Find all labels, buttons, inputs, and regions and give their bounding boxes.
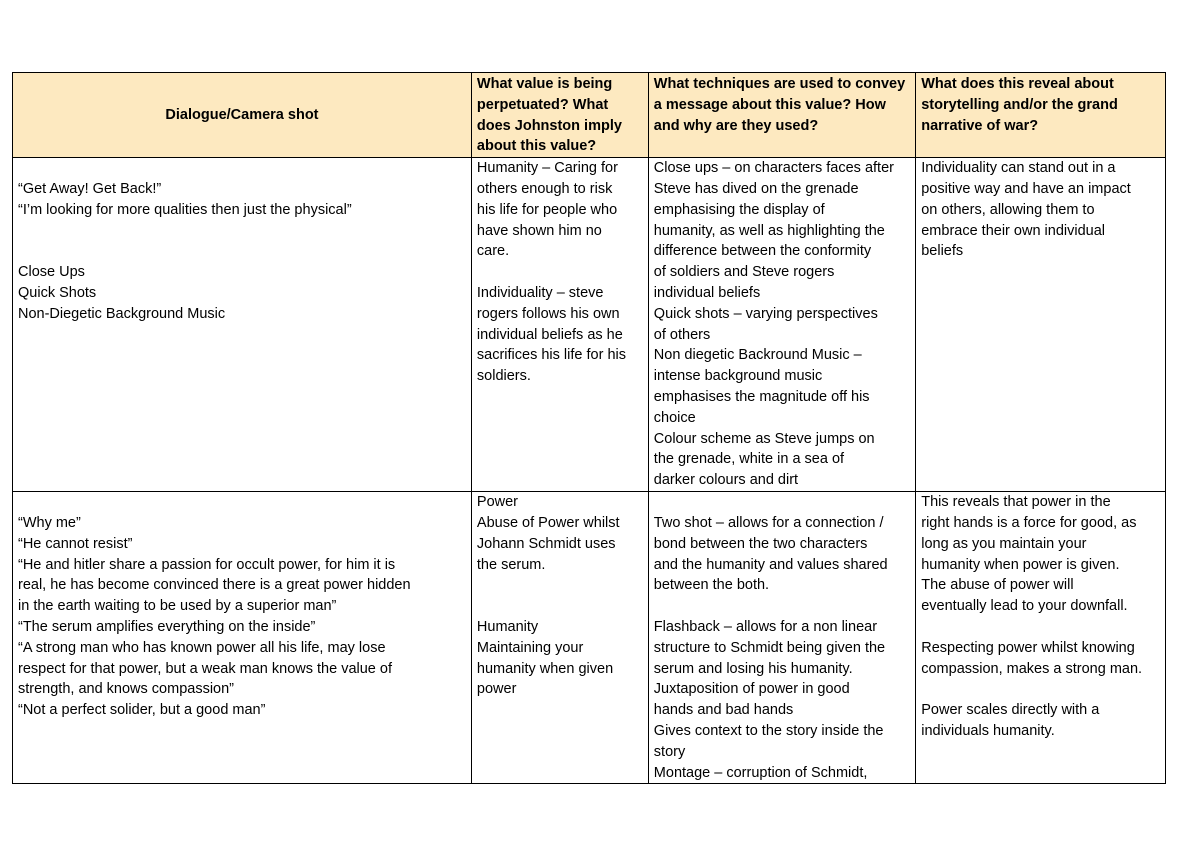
cell-text-line	[921, 617, 1160, 638]
header-storytelling-reveal: What does this reveal about storytelling and/or the grand narrative of war?	[916, 73, 1166, 158]
cell-text-line: hands and bad hands	[653, 702, 794, 719]
cell-text-line: humanity, as well as highlighting the	[653, 222, 885, 239]
cell-text-line: long as you maintain your	[921, 535, 1087, 552]
cell-text-line: right hands is a force for good, as	[921, 514, 1137, 531]
table-row	[13, 158, 1166, 492]
cell-reveal	[916, 492, 1166, 784]
cell-text-line: Non diegetic Backround Music –	[653, 347, 862, 364]
header-dialogue-camera-shot: Dialogue/Camera shot	[13, 73, 472, 158]
cell-text-line: Abuse of Power whilst	[476, 514, 620, 531]
analysis-table	[12, 72, 1166, 784]
cell-text-line: individuals humanity.	[921, 722, 1055, 739]
cell-text-line: darker colours and dirt	[653, 472, 799, 489]
cell-value	[471, 158, 648, 492]
cell-text-line: “The serum amplifies everything on the inside”	[18, 618, 316, 635]
cell-text-line: Power	[476, 494, 519, 511]
cell-text-line: and the humanity and values shared	[653, 556, 888, 573]
cell-text-line: humanity when power is given.	[921, 556, 1120, 573]
cell-text-line: difference between the conformity	[653, 243, 872, 260]
cell-value	[471, 492, 648, 784]
cell-text-line	[654, 596, 910, 617]
cell-text-line: structure to Schmidt being given the	[653, 639, 886, 656]
header-techniques-used: What techniques are used to convey a message about this value? How and why are they used?	[648, 73, 915, 158]
cell-text-line	[477, 575, 643, 596]
cell-text-line: bond between the two characters	[653, 535, 868, 552]
cell-text-line: compassion, makes a strong man.	[921, 660, 1143, 677]
cell-text-line: “Why me”	[18, 514, 81, 531]
cell-text-line: between the both.	[653, 577, 770, 594]
cell-text-line	[477, 596, 643, 617]
cell-text-line	[654, 492, 910, 513]
cell-text-line: Johann Schmidt uses	[476, 535, 616, 552]
cell-text-line: Gives context to the story inside the	[653, 722, 884, 739]
cell-text-line: the grenade, white in a sea of	[653, 451, 845, 468]
cell-text-line: Quick shots – varying perspectives	[653, 305, 878, 322]
cell-text-line: This reveals that power in the	[921, 494, 1111, 511]
cell-techniques	[648, 158, 915, 492]
cell-text-line: “Not a perfect solider, but a good man”	[18, 702, 266, 719]
cell-text-line: The abuse of power will	[921, 577, 1074, 594]
cell-text-line: intense background music	[653, 368, 823, 385]
cell-text-line: Individuality – steve	[476, 284, 604, 301]
cell-text-line: “I’m looking for more qualities then just the physical”	[18, 201, 352, 218]
cell-text-line: individual beliefs	[653, 284, 761, 301]
cell-text-line: his life for people who	[476, 201, 618, 218]
table-header-row	[13, 73, 1166, 158]
cell-reveal	[916, 158, 1166, 492]
cell-text-line	[921, 679, 1160, 700]
cell-techniques	[648, 492, 915, 784]
cell-text-line: choice	[653, 409, 696, 426]
cell-text-line: rogers follows his own	[476, 305, 620, 322]
cell-text-line: humanity when given	[476, 660, 614, 677]
cell-text-line: Steve has dived on the grenade	[653, 180, 859, 197]
cell-text-line: on others, allowing them to	[921, 201, 1095, 218]
cell-text-line: Humanity	[476, 618, 539, 635]
cell-text-line: sacrifices his life for his	[476, 347, 626, 364]
cell-text-line: respect for that power, but a weak man knows the value of	[18, 660, 392, 677]
cell-text-line: strength, and knows compassion”	[18, 681, 234, 698]
header-value-perpetuated: What value is being perpetuated? What does Johnston imply about this value?	[471, 73, 648, 158]
cell-text-line: embrace their own individual	[921, 222, 1105, 239]
cell-text-line	[18, 221, 466, 242]
cell-text-line	[18, 158, 466, 179]
cell-text-line	[477, 262, 643, 283]
cell-dialogue	[13, 492, 472, 784]
cell-text-line: serum and losing his humanity.	[653, 660, 853, 677]
cell-dialogue	[13, 158, 472, 492]
cell-text-line: Close Ups	[18, 264, 85, 281]
cell-text-line: soldiers.	[476, 368, 531, 385]
table-row	[13, 492, 1166, 784]
cell-text-line: real, he has become convinced there is a great power hidden	[18, 577, 411, 594]
cell-text-line: Flashback – allows for a non linear	[653, 618, 878, 635]
cell-text-line: Juxtaposition of power in good	[653, 681, 850, 698]
cell-text-line: story	[653, 743, 686, 760]
cell-text-line: Close ups – on characters faces after	[653, 160, 894, 177]
cell-text-line: have shown him no	[476, 222, 602, 239]
cell-text-line: individual beliefs as he	[476, 326, 623, 343]
cell-text-line: Quick Shots	[18, 284, 97, 301]
cell-text-line: emphasising the display of	[653, 201, 825, 218]
cell-text-line: the serum.	[476, 556, 546, 573]
cell-text-line	[18, 492, 466, 513]
cell-text-line: Colour scheme as Steve jumps on	[653, 430, 875, 447]
cell-text-line: “A strong man who has known power all his life, may lose	[18, 639, 386, 656]
cell-text-line: Non-Diegetic Background Music	[18, 305, 226, 322]
cell-text-line: Two shot – allows for a connection /	[653, 514, 884, 531]
cell-text-line: “He and hitler share a passion for occult power, for him it is	[18, 556, 396, 573]
cell-text-line: eventually lead to your downfall.	[921, 598, 1128, 615]
cell-text-line: positive way and have an impact	[921, 180, 1131, 197]
cell-text-line: Individuality can stand out in a	[921, 160, 1116, 177]
cell-text-line: Power scales directly with a	[921, 702, 1100, 719]
cell-text-line: emphasises the magnitude off his	[653, 388, 870, 405]
cell-text-line: beliefs	[921, 243, 964, 260]
cell-text-line: others enough to risk	[476, 180, 613, 197]
cell-text-line: Maintaining your	[476, 639, 584, 656]
cell-text-line: power	[476, 681, 517, 698]
cell-text-line: Respecting power whilst knowing	[921, 639, 1135, 656]
cell-text-line: in the earth waiting to be used by a superior man”	[18, 598, 337, 615]
cell-text-line	[18, 241, 466, 262]
cell-text-line: care.	[476, 243, 510, 260]
cell-text-line: of soldiers and Steve rogers	[653, 264, 835, 281]
cell-text-line: Humanity – Caring for	[476, 160, 618, 177]
cell-text-line: “He cannot resist”	[18, 535, 133, 552]
cell-text-line: “Get Away! Get Back!”	[18, 180, 162, 197]
cell-text-line: Montage – corruption of Schmidt,	[653, 764, 868, 781]
cell-text-line: of others	[653, 326, 711, 343]
